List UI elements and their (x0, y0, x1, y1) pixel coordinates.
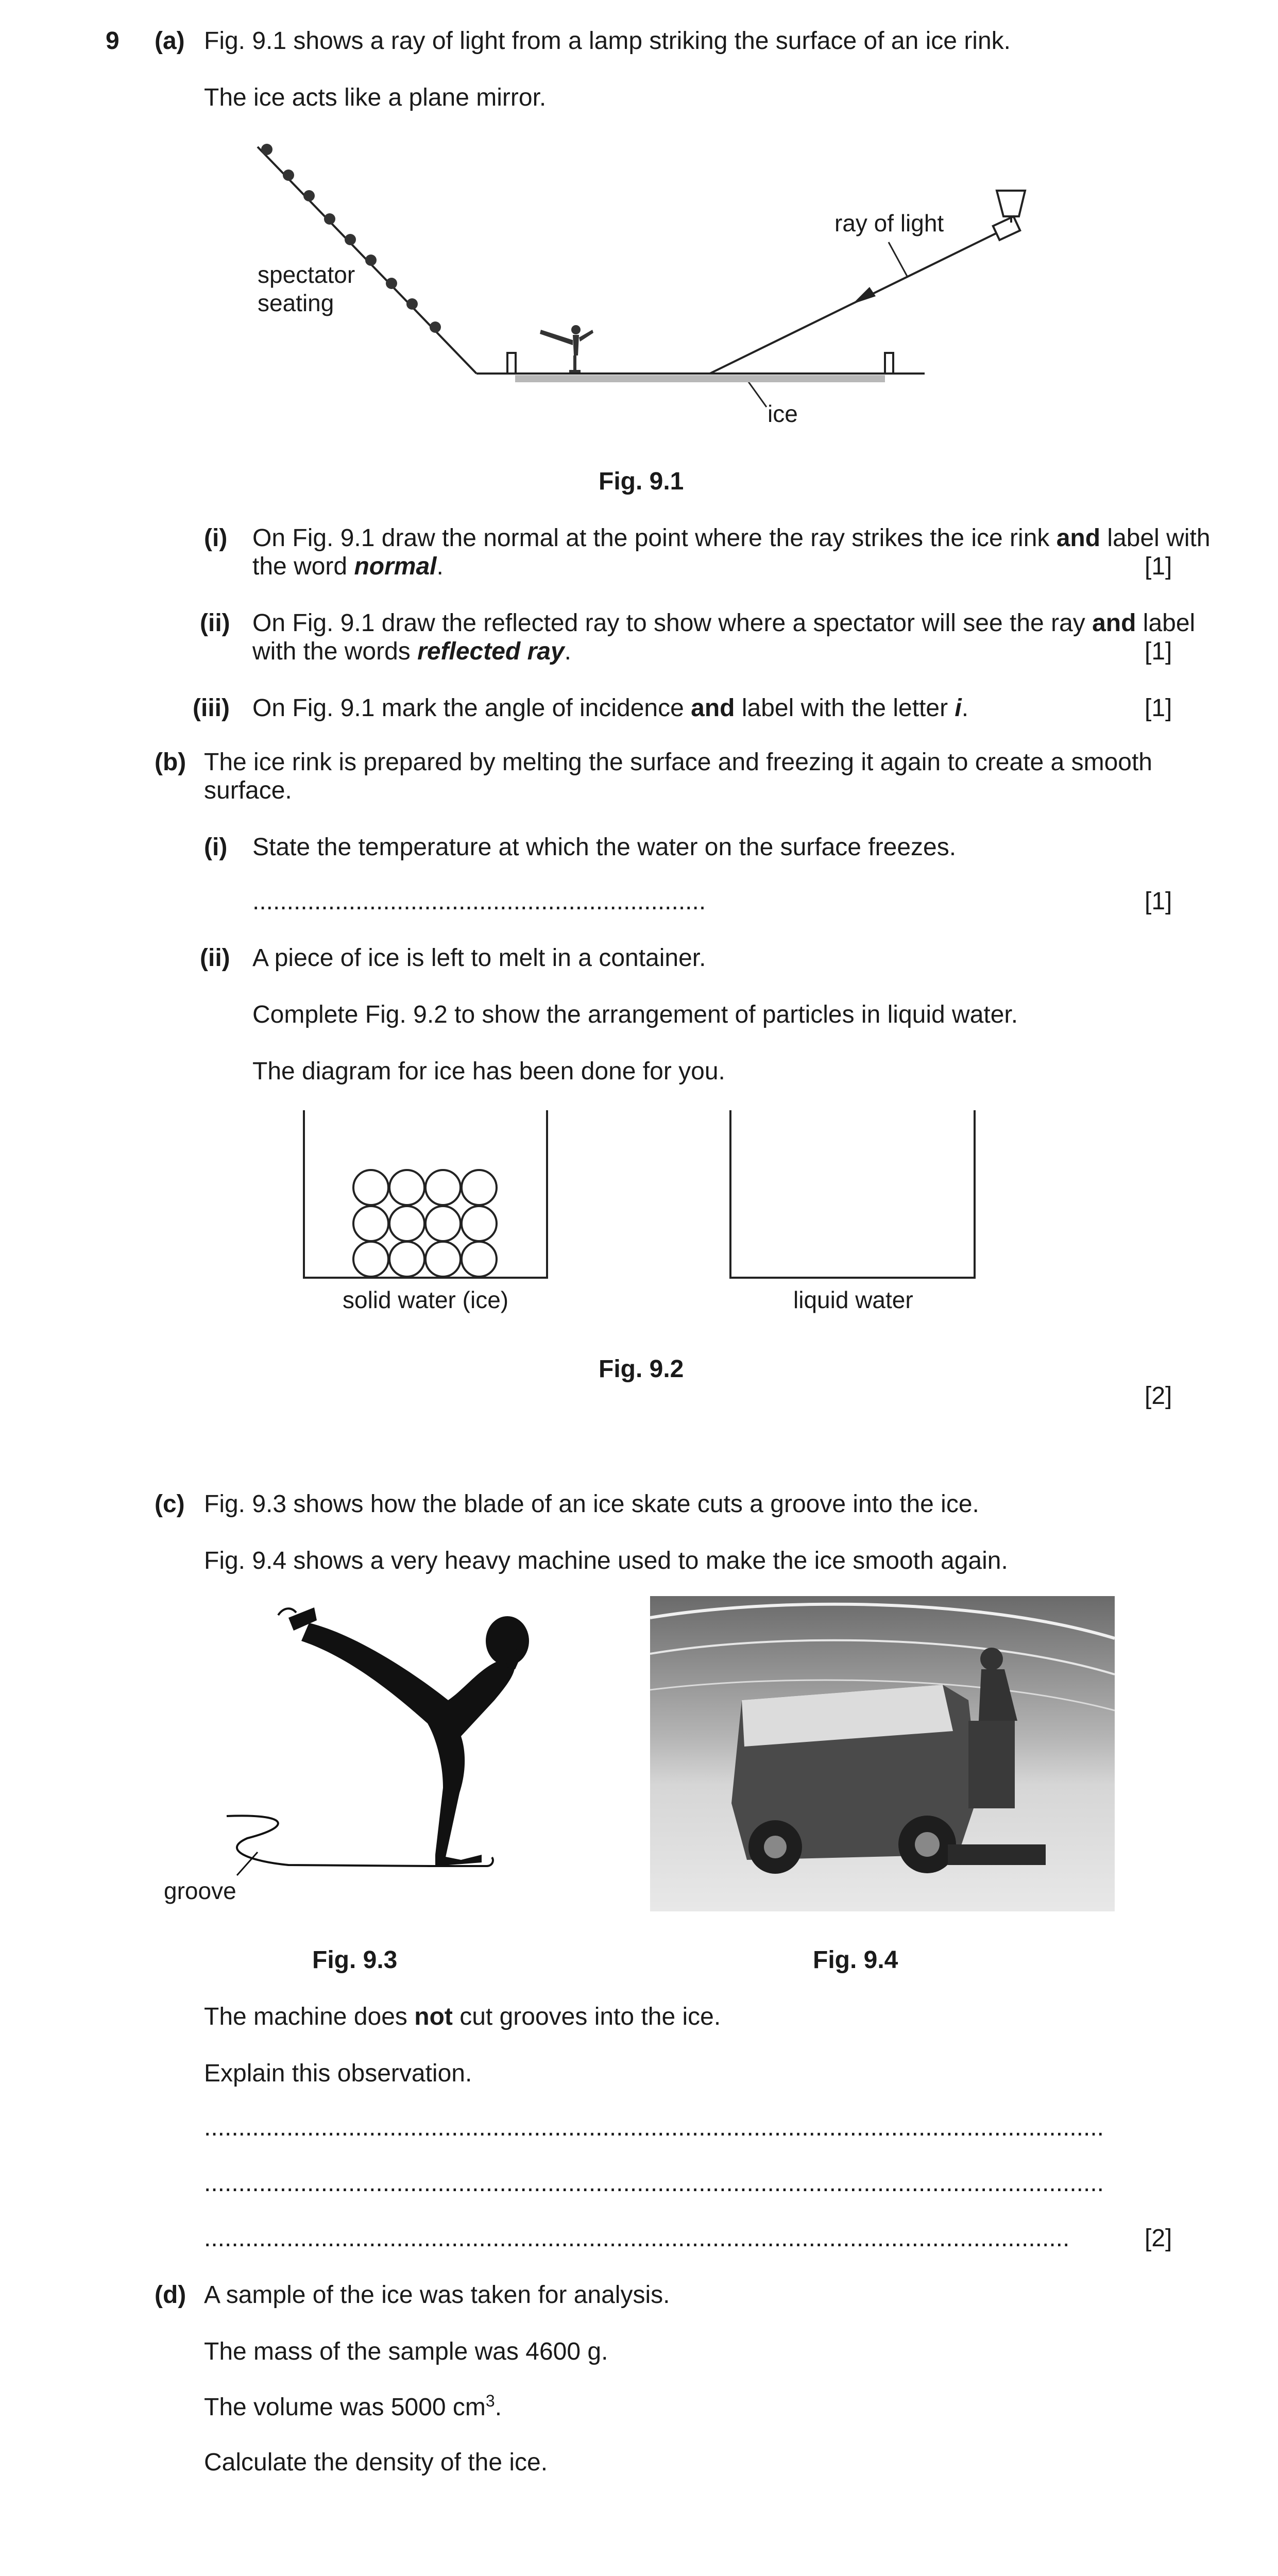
part-a-iii-label: (iii) (193, 694, 230, 722)
part-d-calc: Calculate the density of the ice. (204, 2449, 548, 2476)
part-b-ii-text1: A piece of ice is left to melt in a container. (252, 944, 706, 972)
solid-water-label: solid water (ice) (343, 1286, 509, 1313)
liquid-water-label: liquid water (793, 1286, 913, 1313)
skater-silhouette (288, 1607, 529, 1866)
groove-label: groove (164, 1877, 236, 1904)
part-a-ii-line2: with the words reflected ray. (252, 638, 571, 665)
fig-9-1-caption: Fig. 9.1 (599, 468, 684, 495)
part-a-ii-label: (ii) (200, 609, 230, 637)
part-a-iii-text: On Fig. 9.1 mark the angle of incidence and label with the letter i. (252, 694, 969, 722)
fig-9-2-caption: Fig. 9.2 (599, 1355, 684, 1383)
question-number: 9 (106, 27, 120, 55)
part-a-ii-line1: On Fig. 9.1 draw the reflected ray to show where a spectator will see the ray and label (252, 609, 1196, 637)
part-b-ii-label: (ii) (200, 944, 230, 972)
part-a-iii-marks: [1] (1145, 694, 1172, 722)
part-b-i-answer-line[interactable]: .................................................................. (252, 888, 706, 915)
part-c-observation: The machine does not cut grooves into the ice. (204, 2003, 721, 2030)
part-b-label: (b) (155, 749, 186, 776)
part-a-intro: Fig. 9.1 shows a ray of light from a lamp striking the surface of an ice rink. (204, 27, 1011, 55)
part-b-line1: The ice rink is prepared by melting the surface and freezing it again to create a smooth (204, 749, 1152, 776)
spectator-label-1: spectator (258, 261, 355, 288)
part-b-ii-text3: The diagram for ice has been done for you. (252, 1058, 725, 1085)
part-c-marks: [2] (1145, 2225, 1172, 2252)
part-c-explain: Explain this observation. (204, 2060, 472, 2087)
groove-line (227, 1816, 433, 1866)
part-d-volume: The volume was 5000 $cm^3$. (204, 2392, 502, 2421)
part-c-line1: Fig. 9.3 shows how the blade of an ice skate cuts a groove into the ice. (204, 1490, 979, 1518)
fig-9-3-caption: Fig. 9.3 (312, 1946, 398, 1974)
part-c-answer-line-2[interactable]: ................................................................................................................................... (204, 2170, 1104, 2197)
ice-label: ice (768, 400, 798, 427)
ice-resurfacer-photo (650, 1596, 1115, 1911)
part-d-line1: A sample of the ice was taken for analysis. (204, 2281, 670, 2309)
part-b-ii-marks: [2] (1145, 1382, 1172, 1410)
part-a-i-marks: [1] (1145, 553, 1172, 580)
part-b-ii-text2: Complete Fig. 9.2 to show the arrangement of particles in liquid water. (252, 1001, 1018, 1028)
skate-blade-up (278, 1608, 296, 1615)
part-a-i-line2: the word normal. (252, 553, 444, 580)
part-d-mass: The mass of the sample was 4600 g. (204, 2338, 608, 2365)
part-d-label: (d) (155, 2281, 186, 2309)
part-c-answer-line-1[interactable]: ................................................................................................................................... (204, 2114, 1104, 2141)
part-b-i-text: State the temperature at which the water on the surface freezes. (252, 834, 957, 861)
part-b-i-label: (i) (204, 834, 228, 861)
part-a-i-line1: On Fig. 9.1 draw the normal at the point where the ray strikes the ice rink and label with (252, 524, 1211, 552)
part-c-label: (c) (155, 1490, 185, 1518)
part-a-i-label: (i) (204, 524, 228, 552)
fig-9-4-caption: Fig. 9.4 (813, 1946, 898, 1974)
part-c-line2: Fig. 9.4 shows a very heavy machine used to make the ice smooth again. (204, 1547, 1008, 1574)
spectator-label-2: seating (258, 290, 334, 316)
part-a-note: The ice acts like a plane mirror. (204, 84, 547, 111)
part-c-answer-line-3[interactable]: .............................................................................................................................. (204, 2225, 1070, 2252)
part-b-line2: surface. (204, 777, 292, 804)
ray-of-light-label: ray of light (834, 210, 944, 236)
part-a-ii-marks: [1] (1145, 638, 1172, 665)
part-a-label: (a) (155, 27, 185, 55)
part-b-i-marks: [1] (1145, 888, 1172, 915)
